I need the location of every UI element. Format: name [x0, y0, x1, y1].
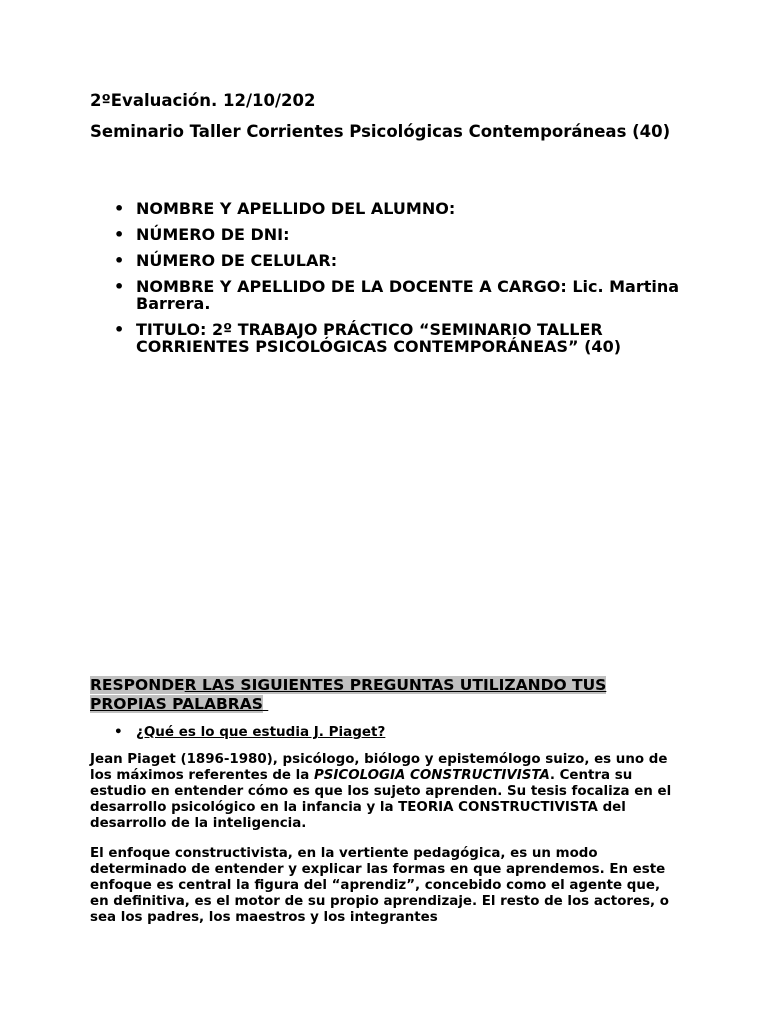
bullet-icon: • [114, 724, 123, 740]
list-item-label: NÚMERO DE DNI: [136, 225, 290, 244]
paragraph-text: Jean Piaget (1896-1980), psicólogo, biólogo y epistemólogo suizo, es uno de los máximos referentes de la [90, 752, 668, 783]
list-item-label: NOMBRE Y APELLIDO DE LA DOCENTE A CARGO: Lic. Martina Barrera. [136, 277, 680, 313]
seminar-title: Seminario Taller Corrientes Psicológicas Contemporáneas (40) [90, 122, 671, 141]
paragraph-emphasis: PSICOLOGIA CONSTRUCTIVISTA [313, 768, 550, 783]
list-item-teacher [90, 278, 690, 312]
bullet-icon: • [114, 251, 125, 270]
instructions-header-rest: R LAS SIGUIENTES PREGUNTAS UTILIZANDO TUS PROPIAS PALABRAS [90, 676, 607, 713]
question-1 [90, 724, 726, 740]
bullet-icon: • [114, 225, 125, 244]
answer-paragraph-2: El enfoque constructivista, en la vertiente pedagógica, es un modo determinado de entender y explicar las formas en que aprendemos. En este enfoque es central la figura del “aprendiz”, concebido como el agente que, en definitiva, es el motor de su propio aprendizaje. El resto de los actores, o sea los padres, los maestros y los integrantes [90, 846, 669, 925]
list-item-label: TITULO: 2º TRABAJO PRÁCTICO “SEMINARIO TALLER CORRIENTES PSICOLÓGICAS CONTEMPORÁNEAS” (40) [136, 320, 622, 356]
list-item-label: NÚMERO DE CELULAR: [136, 251, 338, 270]
answer-paragraph-1 [90, 752, 680, 832]
list-item-title [90, 321, 690, 355]
evaluation-date: 2ºEvaluación. 12/10/202 [90, 91, 316, 110]
instructions-header-start: RESPONDE [90, 676, 185, 694]
bullet-icon: • [114, 320, 125, 339]
bullet-icon: • [114, 199, 125, 218]
instructions-header [90, 676, 680, 714]
question-text: ¿Qué es lo que estudia J. Piaget? [136, 724, 386, 740]
student-info-list [90, 200, 690, 364]
list-item-dni [90, 226, 690, 243]
bullet-icon: • [114, 277, 125, 296]
list-item-student-name [90, 200, 690, 217]
list-item-label: NOMBRE Y APELLIDO DEL ALUMNO: [136, 199, 456, 218]
paragraph-text: . Centra su estudio en entender cómo es que los sujeto aprenden. Su tesis focaliza en el desarrollo psicológico en la infancia y la TEORIA CONSTRUCTIVISTA del desarrollo de la inteligencia. [90, 768, 672, 831]
instructions-header-trailing-space [263, 695, 268, 713]
list-item-phone [90, 252, 690, 269]
